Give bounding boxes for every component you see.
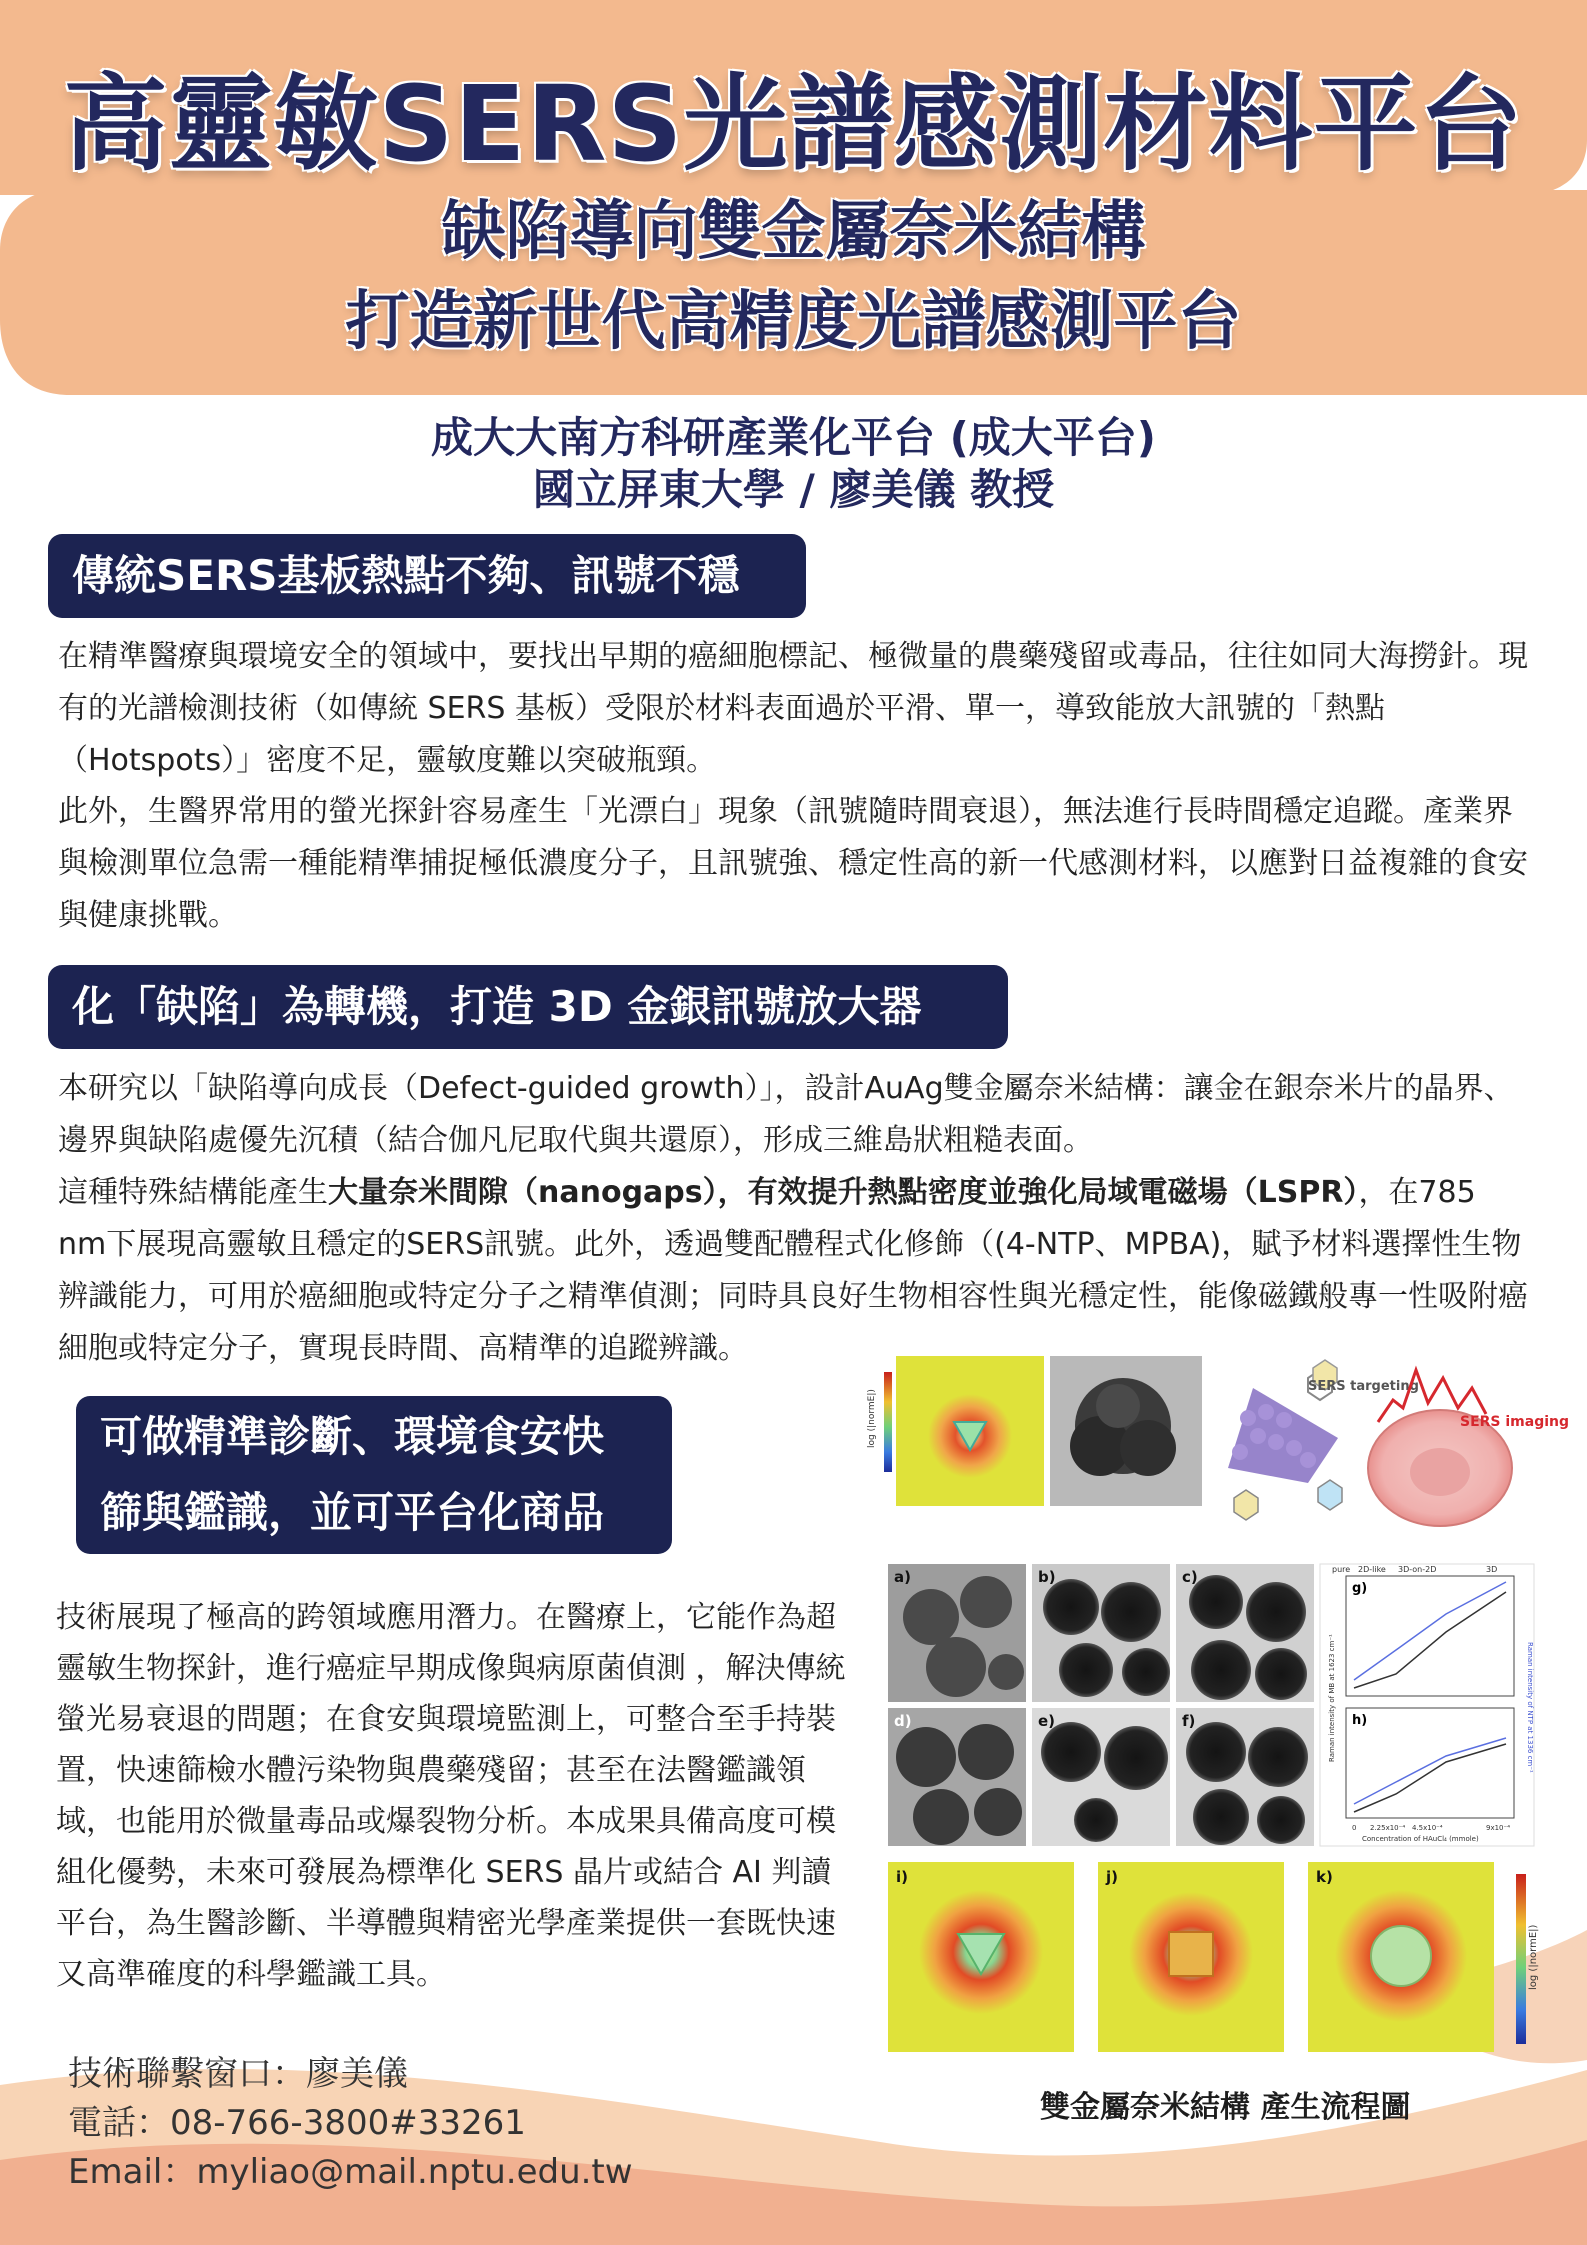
professor-name: 國立屏東大學 / 廖美儀 教授	[532, 465, 1055, 514]
colorbar-label-top: log (|normE|)	[867, 1389, 877, 1448]
section3-heading-line1: 可做精準診斷、環境食安快	[100, 1412, 605, 1461]
colorbar-label-bottom: log (|normE|)	[1528, 1924, 1539, 1990]
graph-header-3don2d: 3D-on-2D	[1398, 1565, 1437, 1574]
graph-header-pure: pure	[1332, 1565, 1351, 1574]
graph-xlabel: Concentration of HAuCl₄ (mmole)	[1362, 1835, 1479, 1843]
contact-window: 技術聯繫窗口：廖美儀	[68, 2054, 408, 2094]
contact-phone: 電話：08-766-3800#33261	[68, 2103, 526, 2143]
graph-xtick-0: 0	[1352, 1824, 1357, 1832]
graph-xtick-3: 9x10⁻⁴	[1486, 1824, 1511, 1832]
section2-paragraph2-prefix: 這種特殊結構能產生	[58, 1175, 328, 1210]
panel-label-i: i)	[896, 1868, 908, 1886]
section3-paragraph: 技術展現了極高的跨領域應用潛力。在醫療上，它能作為超靈敏生物探針，進行癌症早期成像與病原菌偵測 ，解決傳統螢光易衰退的問題；在食安與環境監測上，可整合至手持裝置，快速篩檢水體污染物與農藥殘留；甚至在法醫鑑識領域，也能用於微量毒品或爆裂物分析。本成果具備高度可模組化優勢，未來可發展為標準化 SERS 晶片或結合 AI 判讀平台，為生醫診斷、半導體與精密光學產業提供一套既快速又高準確度的科學鑑識工具。	[56, 1600, 846, 1992]
page-subtitle-line2: 打造新世代高精度光譜感測平台	[345, 285, 1242, 359]
panel-label-h: h)	[1352, 1713, 1368, 1728]
section2-paragraph1: 本研究以「缺陷導向成長（Defect-guided growth）」，設計AuAg雙金屬奈米結構：讓金在銀奈米片的晶界、邊界與缺陷處優先沉積（結合伽凡尼取代與共還原），形成三維島狀粗糙表面。	[58, 1071, 1514, 1158]
graph-xtick-2: 4.5x10⁻⁴	[1412, 1824, 1443, 1832]
section1-heading: 傳統SERS基板熱點不夠、訊號不穩	[48, 534, 806, 618]
section3-heading-line2: 篩與鑑識，並可平台化商品	[100, 1488, 605, 1537]
section1-paragraph1: 在精準醫療與環境安全的領域中，要找出早期的癌細胞標記、極微量的農藥殘留或毒品，往往如同大海撈針。現有的光譜檢測技術（如傳統 SERS 基板）受限於材料表面過於平滑、單一，導致能放大訊號的「熱點（Hotspots）」密度不足，靈敏度難以突破瓶頸。	[58, 639, 1528, 778]
panel-label-f: f)	[1182, 1712, 1196, 1730]
panel-label-b: b)	[1038, 1568, 1056, 1586]
panel-label-a: a)	[894, 1568, 911, 1586]
organization-name: 成大大南方科研產業化平台 (成大平台)	[430, 413, 1156, 462]
section3-heading	[76, 1396, 672, 1554]
panel-label-j: j)	[1106, 1868, 1118, 1886]
sers-targeting-label: SERS targeting	[1308, 1379, 1419, 1394]
graph-header-2dlike: 2D-like	[1358, 1565, 1386, 1574]
panel-label-e: e)	[1038, 1712, 1056, 1730]
panel-label-d: d)	[894, 1712, 912, 1730]
field-maps-figure	[886, 1860, 1546, 2056]
figure-caption: 雙金屬奈米結構 產生流程圖	[1040, 2090, 1411, 2125]
page-subtitle-line1: 缺陷導向雙金屬奈米結構	[441, 195, 1146, 269]
section2-paragraph2-highlight: 大量奈米間隙（nanogaps），有效提升熱點密度並強化局域電磁場（LSPR）	[328, 1175, 1359, 1210]
page-title: 高靈敏SERS光譜感測材料平台	[63, 63, 1524, 185]
tem-and-graph-figure	[886, 1562, 1536, 1852]
section1-paragraph2: 此外，生醫界常用的螢光探針容易產生「光漂白」現象（訊號隨時間衰退），無法進行長時間穩定追蹤。產業界與檢測單位急需一種能精準捕捉極低濃度分子，且訊號強、穩定性高的新一代感測材料，以應對日益複雜的食安與健康挑戰。	[58, 794, 1528, 933]
section2-paragraph2	[58, 1167, 1528, 1375]
panel-label-c: c)	[1182, 1568, 1198, 1586]
contact-email[interactable]: Email：myliao@mail.nptu.edu.tw	[68, 2152, 633, 2192]
sers-imaging-label: SERS imaging	[1460, 1414, 1570, 1430]
graph-xtick-1: 2.25x10⁻⁴	[1370, 1824, 1406, 1832]
graph-ylabel-right: Raman intensity of NTP at 1336 cm⁻¹	[1526, 1642, 1534, 1773]
panel-label-g: g)	[1352, 1581, 1368, 1596]
section2-paragraph2-suffix: ，在785 nm下展現高靈敏且穩定的SERS訊號。此外，透過雙配體程式化修飾（(4-NTP、MPBA)，賦予材料選擇性生物辨識能力，可用於癌細胞或特定分子之精準偵測；同時具良好生物相容性與光穩定性，能像磁鐵般專一性吸附癌細胞或特定分子，實現長時間、高精準的追蹤辨識。	[58, 1175, 1528, 1366]
sers-schematic-figure	[867, 1348, 1570, 1538]
section2-heading: 化「缺陷」為轉機，打造 3D 金銀訊號放大器	[48, 965, 1008, 1049]
graph-header-3d: 3D	[1486, 1565, 1498, 1574]
graph-ylabel-left: Raman intensity of MB at 1623 cm⁻¹	[1328, 1634, 1336, 1762]
panel-label-k: k)	[1316, 1868, 1333, 1886]
